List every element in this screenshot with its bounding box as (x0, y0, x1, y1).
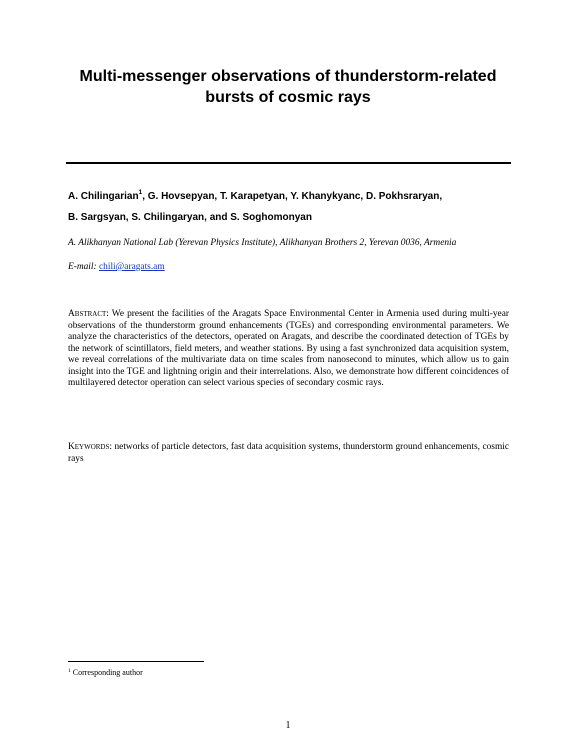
affiliation: A. Alikhanyan National Lab (Yerevan Physics Institute), Alikhanyan Brothers 2, Yerevan 0036, Armenia (68, 238, 457, 248)
title-line-1: Multi-messenger observations of thunderstorm-related (79, 68, 497, 85)
author-list (68, 186, 518, 228)
first-author: A. Chilingarian (68, 191, 139, 202)
keywords-text: networks of particle detectors, fast data acquisition systems, thunderstorm ground enhancements, cosmic rays (68, 442, 509, 464)
footnote (68, 668, 143, 678)
abstract (68, 309, 509, 390)
email-label: E-mail: (68, 262, 99, 272)
title-line-2: bursts of cosmic rays (205, 89, 371, 106)
paper-title (60, 66, 516, 108)
abstract-heading: Abstract: (68, 309, 109, 319)
footnote-mark: 1 (68, 668, 71, 674)
keywords-heading: Keywords: (68, 442, 112, 452)
footnote-reference: 1 (138, 189, 143, 196)
footnote-divider (68, 661, 204, 662)
page-number: 1 (285, 720, 291, 731)
authors-line-2: B. Sargsyan, S. Chilingaryan, and S. Soghomonyan (68, 212, 312, 223)
coauthors-line-1: , G. Hovsepyan, T. Karapetyan, Y. Khanykyanc, D. Pokhsraryan, (142, 191, 443, 202)
email-link[interactable]: chili@aragats.am (98, 262, 165, 272)
footnote-text: Corresponding author (70, 668, 143, 677)
authors-line-1 (68, 186, 518, 207)
contact-email (68, 261, 165, 273)
title-divider (66, 162, 511, 164)
keywords (68, 442, 509, 465)
abstract-text: We present the facilities of the Aragats Space Environmental Center in Armenia used during multi-year observations of the thunderstorm ground enhancements (TGEs) and corresponding environmental parameters. We analyze the characteristics of the detectors, operated on Aragats, and describe the coordinated detection of TGEs by the network of scintillators, field meters, and weather stations. By using a fast synchronized data acquisition system, we reveal correlations of the multivariate data on time scales from nanosecond to minutes, which allow us to gain insight into the TGE and lightning origin and their interrelations. Also, we demonstrate how different coincidences of multilayered detector operation can select various species of secondary cosmic rays. (68, 309, 509, 388)
